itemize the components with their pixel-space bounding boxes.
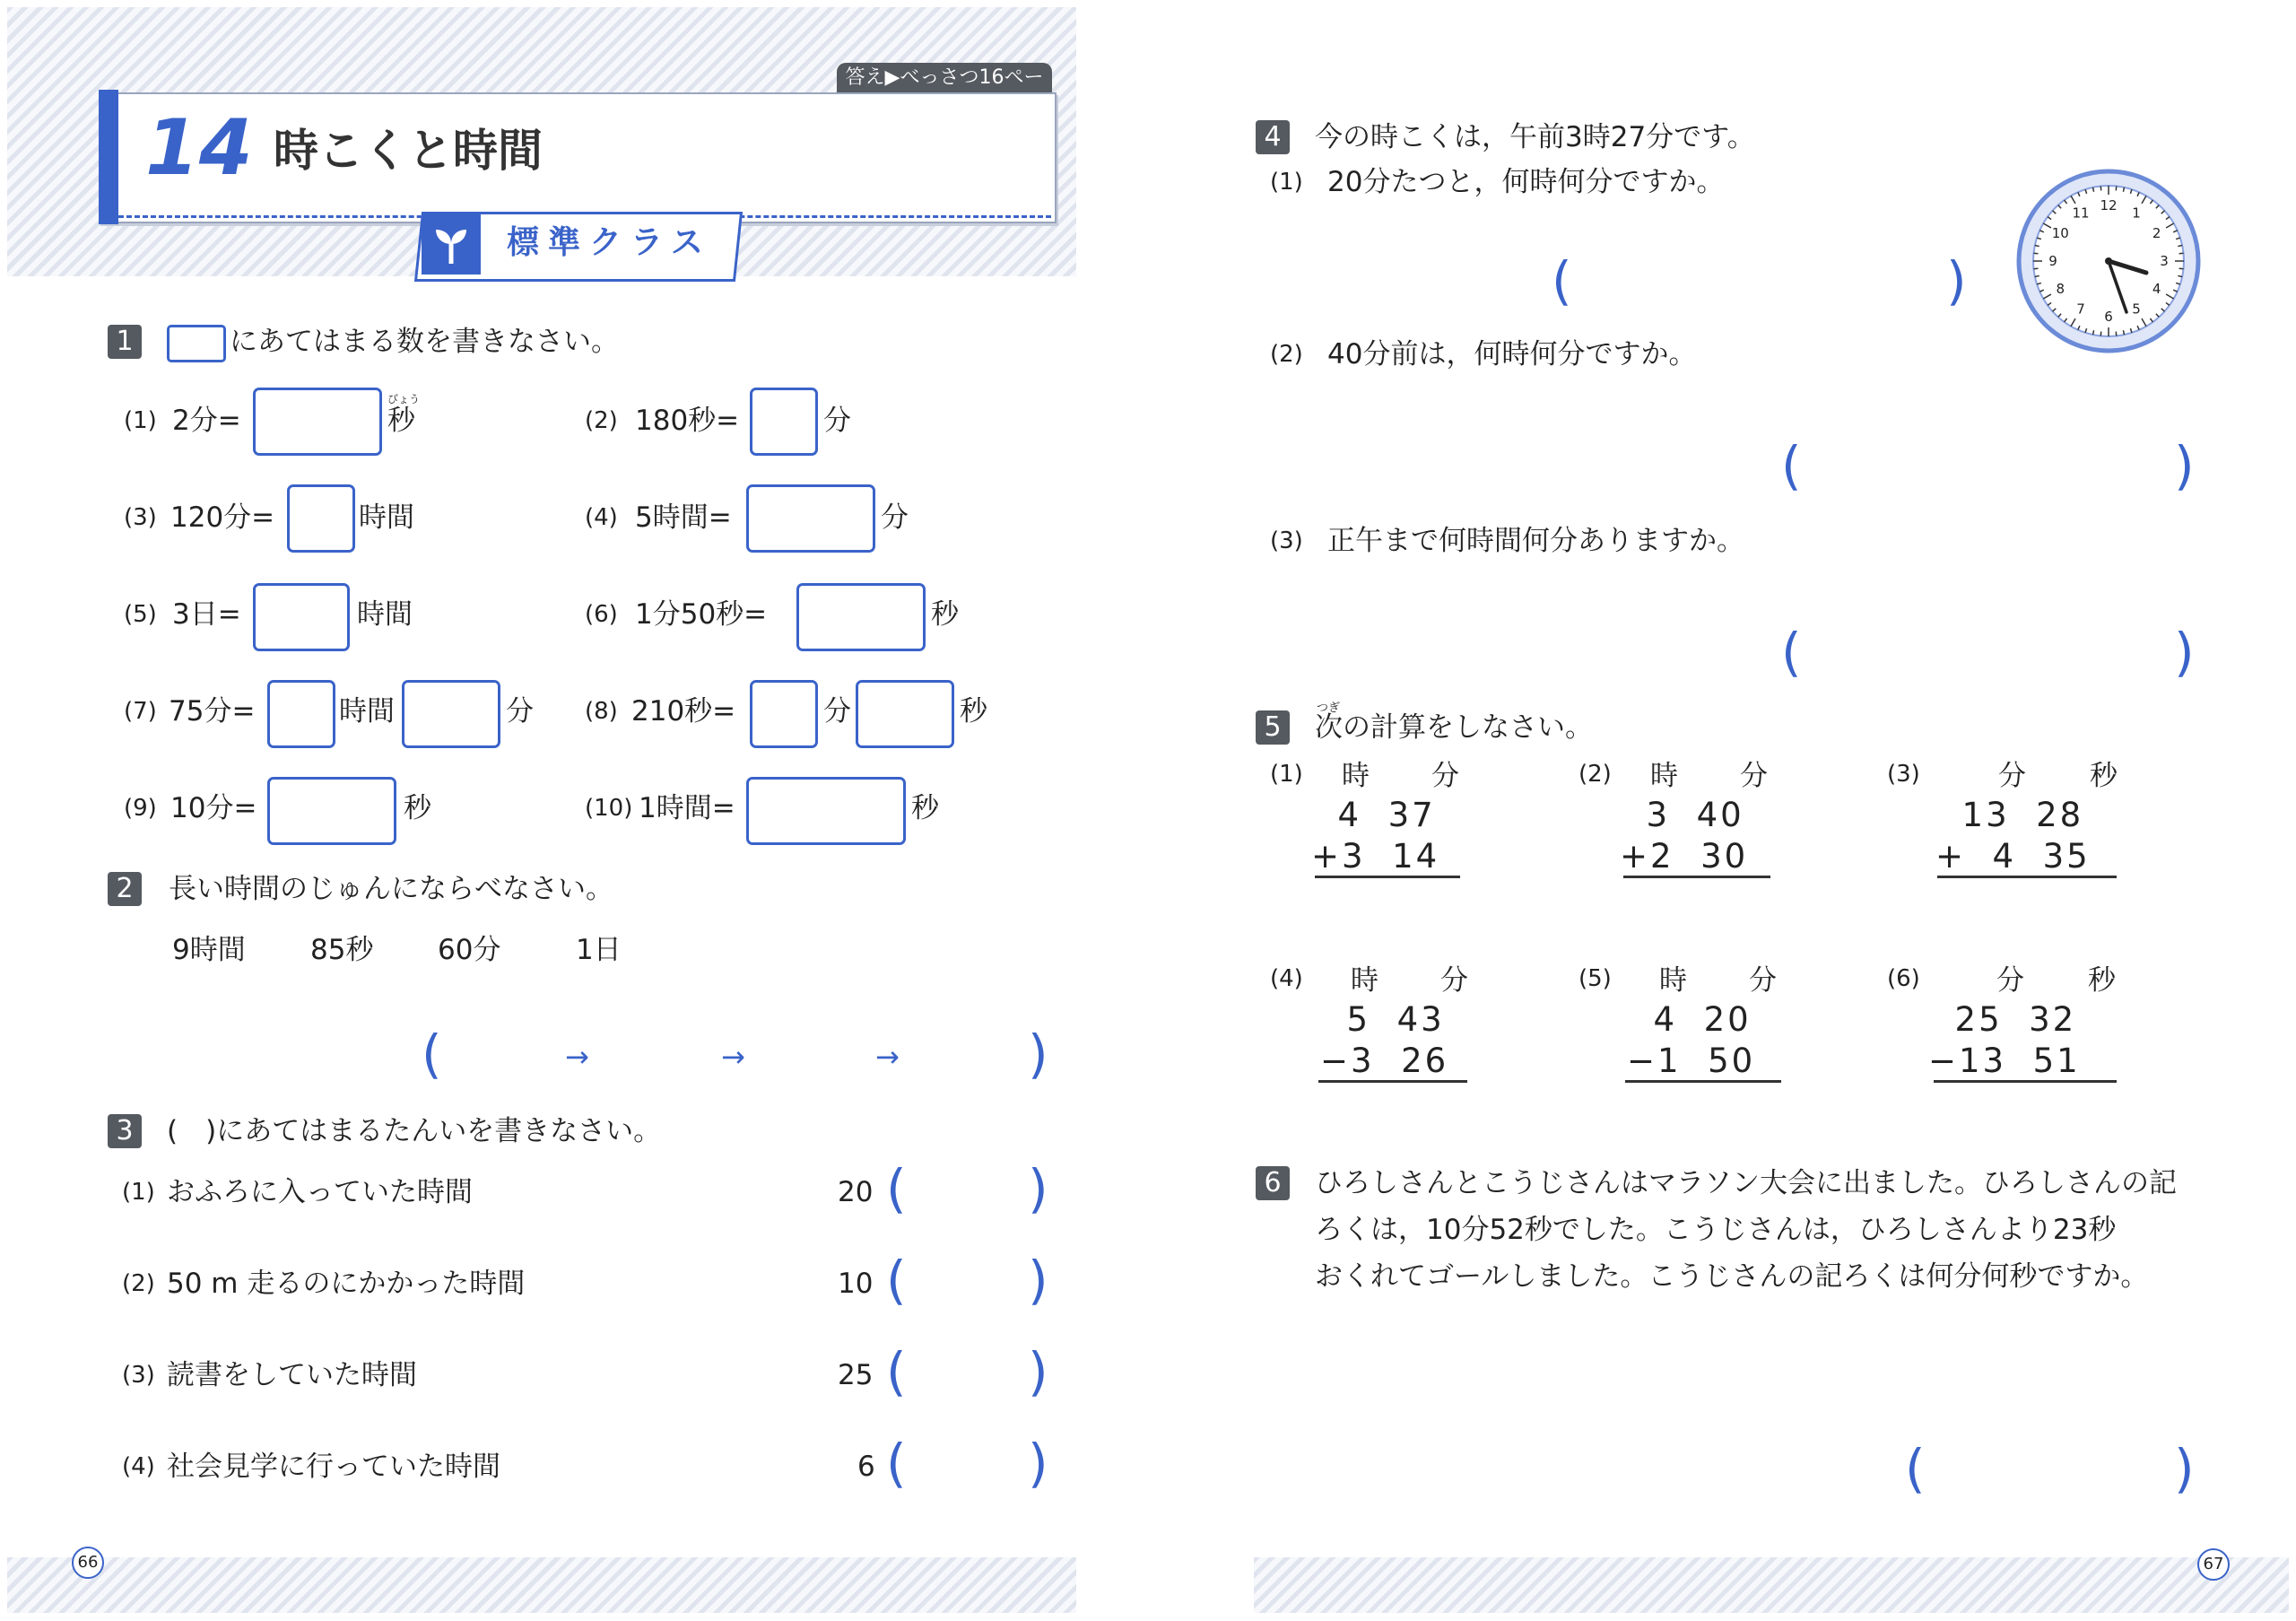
clock-number: 7	[2076, 301, 2085, 318]
q3-item-3-open-paren: (	[886, 1341, 907, 1402]
clock-tick	[2033, 253, 2038, 254]
q1-number: 1	[108, 325, 142, 359]
clock-tick	[2178, 246, 2182, 247]
clock-tick	[2093, 330, 2094, 335]
q5-problem-6-header-2: 秒	[2088, 964, 2116, 997]
q1-sample-box	[167, 325, 226, 362]
q1-item-9-pre: 10分=	[170, 792, 257, 824]
q1-item-8-label: (8)	[585, 698, 618, 725]
q1-item-5-label: (5)	[124, 601, 157, 628]
q1-item-2-answer-box[interactable]	[750, 388, 818, 456]
q1-item-2-pre: 180秒=	[635, 405, 740, 437]
q4-item-3-label: (3)	[1270, 527, 1303, 554]
q1-item-5-pre: 3日=	[172, 598, 241, 631]
q5-ruby-tsugi: つぎ	[1317, 702, 1341, 715]
q1-item-8-pre: 210秒=	[631, 695, 736, 728]
q1-item-7-answer-box-hours[interactable]	[267, 680, 335, 748]
page-number-right: 67	[2197, 1548, 2230, 1581]
q4-item-3-text: 正午まで何時間何分ありますか。	[1327, 525, 1744, 557]
q5-problem-3-row-2: + 4 35	[1935, 837, 2091, 876]
q3-item-2-label: (2)	[122, 1270, 155, 1297]
q1-item-4-suf: 分	[881, 501, 909, 534]
q2-choice-2: 85秒	[310, 934, 374, 966]
unit-title-left-bar	[99, 90, 118, 224]
q4-item-2-open-paren: (	[1781, 435, 1802, 496]
clock-number: 10	[2051, 225, 2069, 241]
q5-problem-4-row-1: 5 43	[1320, 1000, 1445, 1039]
q5-problem-6-header-1: 分	[1996, 964, 2024, 997]
unit-number: 14	[145, 103, 253, 193]
q5-problem-2-label: (2)	[1578, 761, 1612, 788]
q2-answer-close-paren: )	[1028, 1024, 1048, 1085]
q3-item-3-text: 読書をしていた時間	[167, 1359, 417, 1391]
clock-tick	[2123, 187, 2124, 192]
q2-answer-open-paren: (	[422, 1024, 442, 1085]
q5-problem-4-header-2: 分	[1440, 964, 1468, 997]
q1-item-5-suf: 時間	[357, 598, 413, 631]
q1-item-7-label: (7)	[124, 698, 157, 725]
q2-arrow-1: →	[565, 1040, 589, 1074]
q5-problem-1-row-2: +3 14	[1311, 837, 1440, 876]
q1-instruction: にあてはまる数を書きなさい。	[230, 326, 619, 358]
clock-tick	[2100, 186, 2101, 190]
clock-tick	[2178, 275, 2182, 276]
analog-clock	[2014, 167, 2203, 355]
clock-number: 2	[2152, 225, 2161, 241]
q3-item-3-value: 25	[838, 1359, 874, 1391]
q5-problem-3-underline	[1937, 876, 2117, 878]
q1-item-7-pre: 75分=	[169, 695, 256, 728]
q1-item-7-suf: 分	[506, 695, 534, 728]
q5-problem-3-header-2: 秒	[2090, 760, 2118, 792]
q2-choice-1: 9時間	[172, 934, 246, 966]
q4-item-2-text: 40分前は，何時何分ですか。	[1327, 338, 1697, 370]
q4-item-3-close-paren: )	[2174, 622, 2195, 683]
q2-arrow-2: →	[721, 1040, 745, 1074]
q5-problem-2-header-1: 時	[1650, 760, 1678, 792]
q1-item-4-label: (4)	[585, 504, 618, 531]
q3-item-3-close-paren: )	[1028, 1341, 1048, 1402]
clock-number: 12	[2100, 197, 2118, 214]
clock-number: 9	[2048, 253, 2057, 269]
page-number-left: 66	[72, 1547, 104, 1579]
unit-title: 時こくと時間	[274, 125, 543, 177]
q1-item-6-pre: 1分50秒=	[635, 598, 768, 631]
q5-problem-4-header-1: 時	[1351, 964, 1378, 997]
q2-number: 2	[108, 872, 142, 906]
q4-item-1-label: (1)	[1270, 169, 1303, 196]
q5-problem-5-label: (5)	[1578, 965, 1612, 992]
q3-item-2-close-paren: )	[1028, 1250, 1048, 1311]
q4-item-1-text: 20分たつと，何時何分ですか。	[1327, 166, 1725, 198]
q1-item-6-answer-box[interactable]	[796, 583, 926, 651]
q5-problem-5-header-2: 分	[1749, 964, 1777, 997]
q3-item-3-label: (3)	[122, 1362, 155, 1389]
footer-hatch-left	[7, 1557, 1076, 1613]
q5-problem-2-underline	[1623, 876, 1770, 878]
footer-hatch-right	[1254, 1557, 2289, 1613]
clock-number: 8	[2056, 281, 2066, 297]
clock-tick	[2123, 330, 2124, 335]
q1-item-1-label: (1)	[124, 407, 157, 434]
sprout-icon	[422, 214, 481, 275]
q1-item-8-answer-box-seconds[interactable]	[856, 680, 954, 748]
q5-problem-2-row-1: 3 40	[1620, 796, 1744, 834]
clock-tick	[2093, 187, 2094, 192]
q2-choice-4: 1日	[576, 934, 622, 966]
q5-instruction: 次の計算をしなさい。	[1315, 711, 1593, 744]
q1-item-1-answer-box[interactable]	[253, 388, 382, 456]
q5-problem-1-header-1: 時	[1342, 760, 1370, 792]
q4-item-2-label: (2)	[1270, 341, 1303, 368]
q1-item-5-answer-box[interactable]	[253, 583, 350, 651]
q6-number: 6	[1256, 1166, 1290, 1200]
q1-item-3-answer-box[interactable]	[287, 484, 355, 553]
clock-tick	[2179, 268, 2184, 269]
clock-tick	[2035, 275, 2039, 276]
clock-tick	[2179, 253, 2184, 254]
q3-item-4-open-paren: (	[886, 1433, 907, 1494]
q1-item-10-pre: 1時間=	[639, 792, 735, 824]
answer-tag-text: 答え▶べっさつ16ペー	[845, 66, 1044, 89]
q3-item-1-label: (1)	[122, 1179, 155, 1206]
q1-item-8-answer-box-minutes[interactable]	[750, 680, 818, 748]
q5-problem-4-label: (4)	[1270, 965, 1303, 992]
q1-item-7-answer-box-minutes[interactable]	[402, 680, 500, 748]
q5-problem-3-header-1: 分	[1998, 760, 2026, 792]
q5-problem-1-row-1: 4 37	[1311, 796, 1436, 834]
clock-number: 1	[2132, 205, 2141, 222]
q6-line-2: ろくは，10分52秒でした。こうじさんは，ひろしさんより23秒	[1315, 1214, 2117, 1246]
q3-item-2-text: 50 m 走るのにかかった時間	[167, 1268, 526, 1300]
q1-item-2-label: (2)	[585, 407, 618, 434]
q1-item-10-suf: 秒	[911, 792, 939, 824]
class-label: 標準クラス	[507, 224, 712, 261]
q5-problem-6-underline	[1934, 1080, 2117, 1083]
q4-item-2-close-paren: )	[2174, 435, 2195, 496]
clock-number: 6	[2104, 309, 2113, 325]
q5-problem-3-row-1: 13 28	[1935, 796, 2084, 834]
q3-item-1-open-paren: (	[886, 1158, 907, 1219]
q5-problem-6-label: (6)	[1887, 965, 1920, 992]
q6-line-1: ひろしさんとこうじさんはマラソン大会に出ました。ひろしさんの記	[1315, 1167, 2177, 1199]
q6-answer-open-paren: (	[1905, 1438, 1926, 1499]
q4-item-3-open-paren: (	[1781, 622, 1802, 683]
q5-problem-3-label: (3)	[1887, 761, 1920, 788]
q5-problem-5-underline	[1625, 1080, 1781, 1083]
q5-problem-1-header-2: 分	[1431, 760, 1459, 792]
q1-item-10-label: (10)	[585, 795, 633, 822]
q1-item-1-suf: 秒	[387, 405, 415, 437]
q2-choice-3: 60分	[438, 934, 501, 966]
clock-tick	[2116, 186, 2117, 190]
clock-tick	[2035, 246, 2039, 247]
q1-item-1-pre: 2分=	[172, 405, 241, 437]
q4-number: 4	[1256, 120, 1290, 154]
q5-problem-5-row-1: 4 20	[1627, 1000, 1752, 1039]
q3-item-4-label: (4)	[122, 1453, 155, 1480]
clock-number: 4	[2152, 281, 2161, 297]
q3-item-4-value: 6	[857, 1451, 875, 1483]
q5-problem-6-row-1: 25 32	[1928, 1000, 2077, 1039]
q1-item-8-suf: 秒	[960, 695, 987, 728]
q5-problem-1-underline	[1315, 876, 1460, 878]
q4-item-1-close-paren: )	[1946, 250, 1967, 311]
q1-item-4-pre: 5時間=	[635, 501, 732, 534]
clock-tick	[2100, 332, 2101, 336]
q1-item-6-label: (6)	[585, 601, 618, 628]
q1-item-3-pre: 120分=	[170, 501, 275, 534]
q5-problem-1-label: (1)	[1270, 761, 1303, 788]
q3-number: 3	[108, 1114, 142, 1148]
q1-item-10-answer-box[interactable]	[746, 777, 906, 845]
q4-instruction: 今の時こくは，午前3時27分です。	[1315, 121, 1755, 153]
q1-item-8-mid: 分	[823, 695, 851, 728]
clock-number: 3	[2160, 253, 2169, 269]
q1-item-4-answer-box[interactable]	[746, 484, 875, 553]
q6-line-3: おくれてゴールしました。こうじさんの記ろくは何分何秒ですか。	[1315, 1260, 2149, 1293]
q1-item-9-suf: 秒	[404, 792, 431, 824]
q3-item-4-text: 社会見学に行っていた時間	[167, 1451, 500, 1483]
clock-number: 11	[2072, 205, 2090, 222]
clock-tick	[2033, 268, 2038, 269]
q6-answer-close-paren: )	[2174, 1438, 2195, 1499]
clock-number: 5	[2132, 301, 2141, 318]
q3-item-1-close-paren: )	[1028, 1158, 1048, 1219]
q2-arrow-3: →	[875, 1040, 900, 1074]
q5-problem-6-row-2: −13 51	[1928, 1041, 2081, 1080]
q1-item-7-mid: 時間	[339, 695, 395, 728]
q5-problem-5-header-1: 時	[1659, 964, 1687, 997]
q3-item-1-value: 20	[838, 1176, 874, 1208]
q5-problem-5-row-2: −1 50	[1627, 1041, 1756, 1080]
q4-item-1-open-paren: (	[1552, 250, 1572, 311]
q3-item-2-open-paren: (	[886, 1250, 907, 1311]
q1-item-3-label: (3)	[124, 504, 157, 531]
q5-problem-2-header-2: 分	[1740, 760, 1768, 792]
q3-item-2-value: 10	[838, 1268, 874, 1300]
q5-problem-4-underline	[1318, 1080, 1467, 1083]
q1-item-9-label: (9)	[124, 795, 157, 822]
q5-number: 5	[1256, 710, 1290, 745]
q3-item-1-text: おふろに入っていた時間	[167, 1176, 473, 1208]
clock-tick	[2116, 332, 2117, 336]
q1-ruby-byou: びょう	[387, 393, 421, 405]
q1-item-6-suf: 秒	[931, 598, 959, 631]
q5-problem-4-row-2: −3 26	[1320, 1041, 1449, 1080]
q5-problem-2-row-2: +2 30	[1620, 837, 1749, 876]
q1-item-3-suf: 時間	[359, 501, 414, 534]
q3-instruction: ( )にあてはまるたんいを書きなさい。	[167, 1115, 662, 1147]
answer-tag	[837, 63, 1052, 93]
q1-item-2-suf: 分	[823, 405, 851, 437]
q1-item-9-answer-box[interactable]	[267, 777, 396, 845]
q3-item-4-close-paren: )	[1028, 1433, 1048, 1494]
q2-instruction: 長い時間のじゅんにならべなさい。	[169, 873, 613, 905]
